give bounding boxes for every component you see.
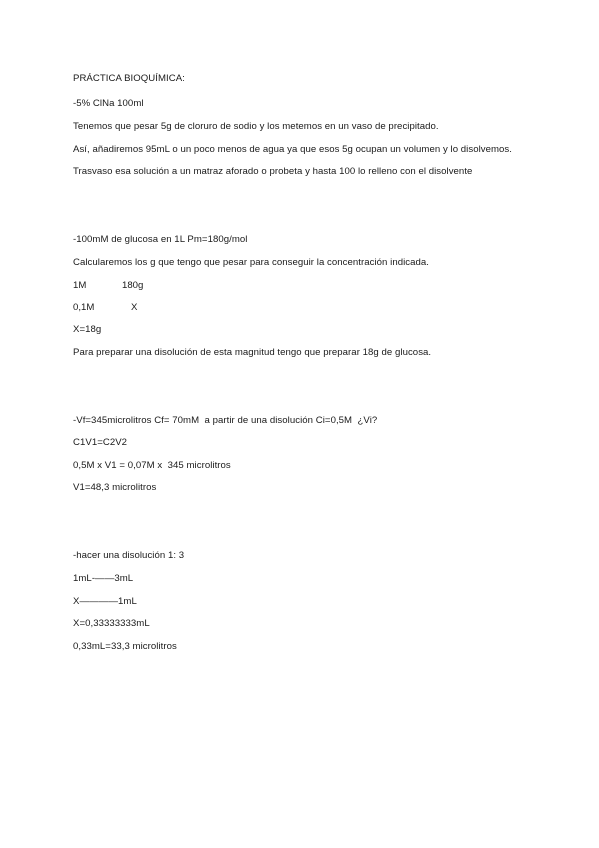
section2-row1-left: 1M: [73, 280, 87, 291]
section1-paragraph-3: Trasvaso esa solución a un matraz aforado o probeta y hasta 100 lo relleno con el disolvente: [73, 166, 473, 177]
section4-conclusion: 0,33mL=33,3 microlitros: [73, 641, 177, 652]
section1-paragraph-2: Así, añadiremos 95mL o un poco menos de agua ya que esos 5g ocupan un volumen y lo disolvemos.: [73, 144, 512, 155]
section2-result: X=18g: [73, 324, 102, 335]
section2-row1-right: 180g: [122, 280, 144, 291]
section1-heading: -5% ClNa 100ml: [73, 98, 144, 109]
section4-heading: -hacer una disolución 1: 3: [73, 550, 185, 561]
section3-formula: C1V1=C2V2: [73, 437, 128, 448]
section2-conclusion: Para preparar una disolución de esta magnitud tengo que preparar 18g de glucosa.: [73, 347, 432, 358]
section4-row1: 1mL-——3mL: [73, 573, 134, 584]
section2-row2-right: X: [131, 302, 138, 313]
document-title: PRÁCTICA BIOQUÍMICA:: [73, 73, 185, 84]
section4-result: X=0,33333333mL: [73, 618, 150, 629]
section1-paragraph-1: Tenemos que pesar 5g de cloruro de sodio y los metemos en un vaso de precipitado.: [73, 121, 439, 132]
section3-heading: -Vf=345microlitros Cf= 70mM a partir de una disolución Ci=0,5M ¿Vi?: [73, 415, 378, 426]
section3-result: V1=48,3 microlitros: [73, 482, 157, 493]
section2-heading: -100mM de glucosa en 1L Pm=180g/mol: [73, 234, 248, 245]
section2-paragraph: Calcularemos los g que tengo que pesar para conseguir la concentración indicada.: [73, 257, 429, 268]
section2-row2-left: 0,1M: [73, 302, 95, 313]
section4-row2: X————1mL: [73, 596, 137, 607]
section3-substitution: 0,5M x V1 = 0,07M x 345 microlitros: [73, 460, 231, 471]
